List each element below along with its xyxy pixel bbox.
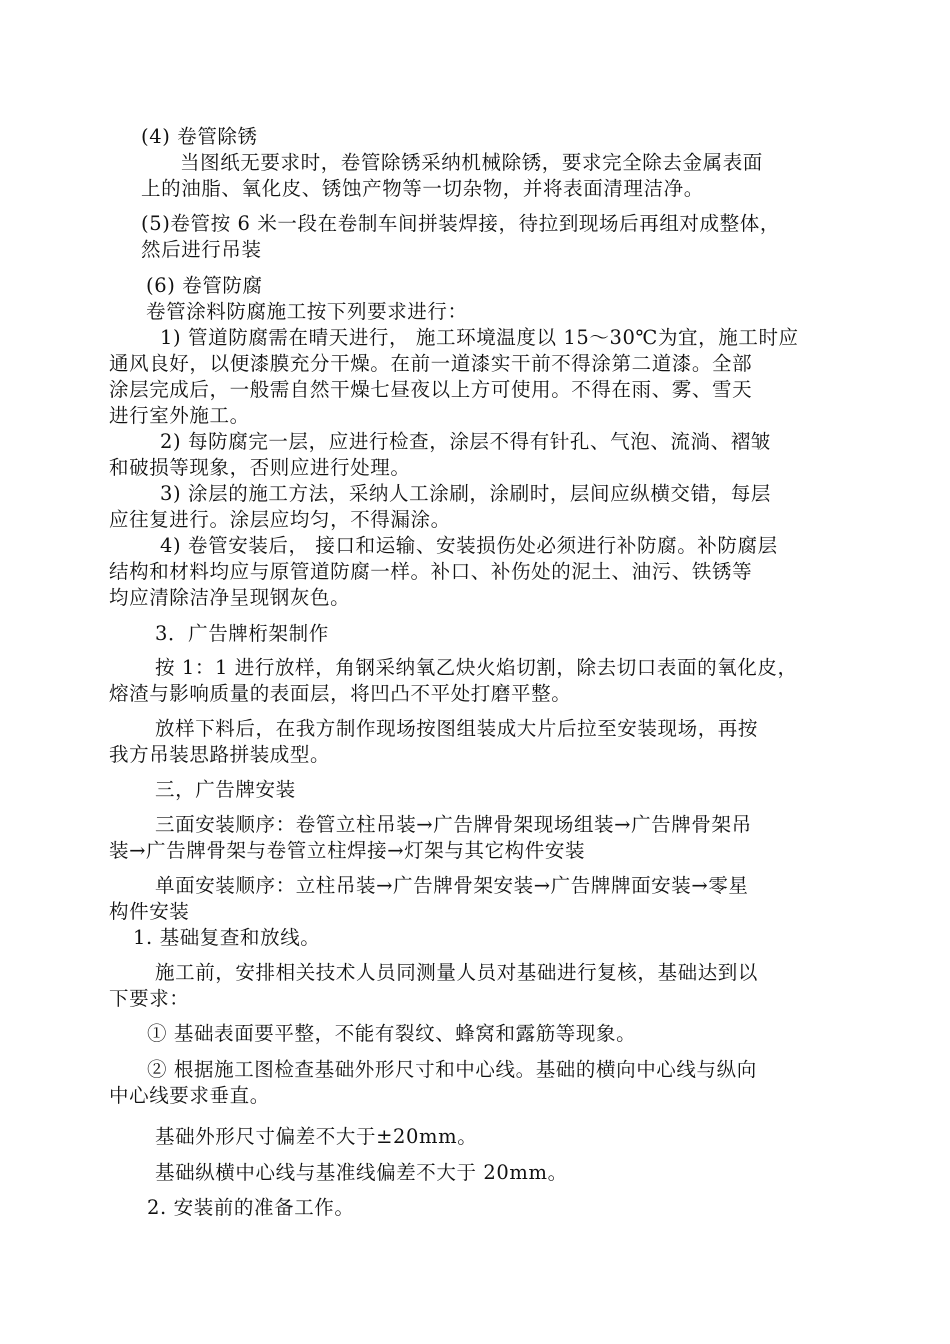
paragraph-line: 应往复进行。涂层应均匀，不得漏涂。 bbox=[109, 508, 451, 531]
paragraph-line: 基础纵横中心线与基准线偏差不大于 20mm。 bbox=[155, 1161, 568, 1184]
paragraph-line: 涂层完成后，一般需自然干燥七昼夜以上方可使用。不得在雨、雾、雪天 bbox=[109, 378, 753, 401]
heading-rust-removal: (4) 卷管除锈 bbox=[141, 125, 258, 148]
paragraph-line: 通风良好，以便漆膜充分干燥。在前一道漆实干前不得涂第二道漆。全部 bbox=[109, 352, 753, 375]
section-heading-truss: 3．广告牌桁架制作 bbox=[155, 622, 329, 645]
list-item: 3) 涂层的施工方法，采纳人工涂刷，涂刷时，层间应纵横交错，每层 bbox=[160, 482, 771, 505]
paragraph-line: 熔渣与影响质量的表面层，将凹凸不平处打磨平整。 bbox=[109, 682, 572, 705]
paragraph-line: 进行室外施工。 bbox=[109, 404, 250, 427]
subsection-heading-preparation: 2. 安装前的准备工作。 bbox=[147, 1196, 355, 1219]
paragraph-line: 按 1：1 进行放样，角钢采纳氧乙炔火焰切割，除去切口表面的氧化皮， bbox=[155, 656, 798, 679]
paragraph-line: 基础外形尺寸偏差不大于±20mm。 bbox=[155, 1125, 478, 1148]
heading-anticorrosion: (6) 卷管防腐 bbox=[146, 274, 263, 297]
list-item: ① 基础表面要平整，不能有裂纹、蜂窝和露筋等现象。 bbox=[147, 1022, 637, 1045]
paragraph-line: (5)卷管按 6 米一段在卷制车间拼装焊接，待拉到现场后再组对成整体， bbox=[141, 212, 780, 235]
paragraph-line: 装→广告牌骨架与卷管立柱焊接→灯架与其它构件安装 bbox=[109, 839, 586, 862]
paragraph-line: 和破损等现象，否则应进行处理。 bbox=[109, 456, 411, 479]
list-item: ② 根据施工图检查基础外形尺寸和中心线。基础的横向中心线与纵向 bbox=[147, 1058, 757, 1081]
paragraph-line: 单面安装顺序：立柱吊装→广告牌骨架安装→广告牌牌面安装→零星 bbox=[155, 874, 749, 897]
paragraph-line: 下要求： bbox=[109, 987, 190, 1010]
subsection-heading-foundation: 1. 基础复查和放线。 bbox=[133, 926, 321, 949]
paragraph-line: 我方吊装思路拼装成型。 bbox=[109, 743, 331, 766]
paragraph-line: 然后进行吊装 bbox=[141, 238, 262, 261]
list-item: 1) 管道防腐需在晴天进行， 施工环境温度以 15～30℃为宜，施工时应 bbox=[160, 326, 799, 349]
paragraph-line: 三面安装顺序：卷管立柱吊装→广告牌骨架现场组装→广告牌骨架吊 bbox=[155, 813, 752, 836]
paragraph-line: 施工前，安排相关技术人员同测量人员对基础进行复核，基础达到以 bbox=[155, 961, 759, 984]
paragraph-line: 当图纸无要求时，卷管除锈采纳机械除锈，要求完全除去金属表面 bbox=[180, 151, 763, 174]
paragraph-line: 卷管涂料防腐施工按下列要求进行： bbox=[146, 300, 468, 323]
paragraph-line: 中心线要求垂直。 bbox=[109, 1084, 270, 1107]
paragraph-line: 放样下料后，在我方制作现场按图组装成大片后拉至安装现场，再按 bbox=[155, 717, 759, 740]
paragraph-line: 均应清除洁净呈现钢灰色。 bbox=[109, 586, 351, 609]
list-item: 4) 卷管安装后， 接口和运输、安装损伤处必须进行补防腐。补防腐层 bbox=[160, 534, 778, 557]
section-heading-installation: 三，广告牌安装 bbox=[155, 778, 296, 801]
list-item: 2) 每防腐完一层，应进行检查，涂层不得有针孔、气泡、流淌、褶皱 bbox=[160, 430, 771, 453]
paragraph-line: 结构和材料均应与原管道防腐一样。补口、补伤处的泥土、油污、铁锈等 bbox=[109, 560, 753, 583]
paragraph-line: 构件安装 bbox=[109, 900, 190, 923]
paragraph-line: 上的油脂、氧化皮、锈蚀产物等一切杂物，并将表面清理洁净。 bbox=[141, 177, 704, 200]
